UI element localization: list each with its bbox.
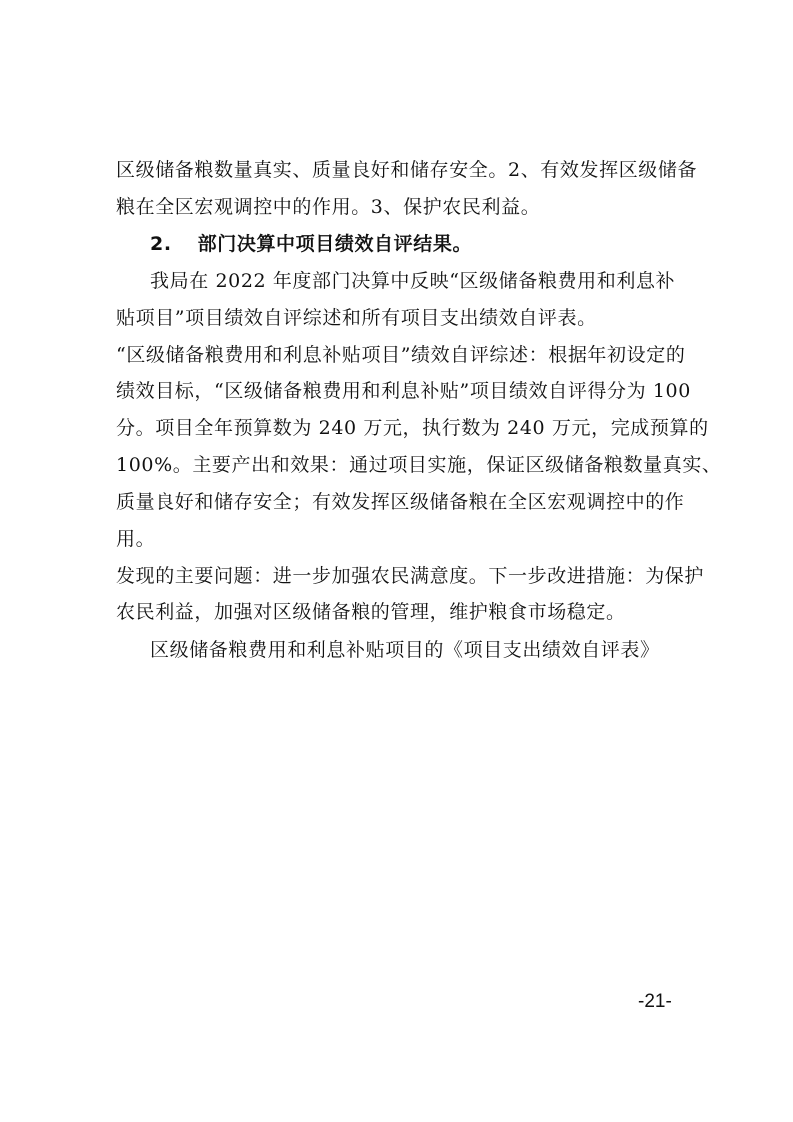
paragraph-line: 粮在全区宏观调控中的作用。3、保护农民利益。 xyxy=(116,196,541,218)
paragraph-line: 我局在 2022 年度部门决算中反映“区级储备粮费用和利息补 xyxy=(150,270,676,292)
paragraph-line: 贴项目”项目绩效自评综述和所有项目支出绩效自评表。 xyxy=(116,307,597,329)
paragraph-line: 区级储备粮数量真实、质量良好和储存安全。2、有效发挥区级储备 xyxy=(116,159,698,181)
section-heading-number: 2. xyxy=(150,233,172,255)
paragraph-line: 100%。主要产出和效果：通过项目实施，保证区级储备粮数量真实、 xyxy=(116,454,722,476)
paragraph-line: 绩效目标，“区级储备粮费用和利息补贴”项目绩效自评得分为 100 xyxy=(116,380,691,402)
paragraph-line: “区级储备粮费用和利息补贴项目”绩效自评综述：根据年初设定的 xyxy=(116,344,686,366)
paragraph-line: 用。 xyxy=(116,528,156,550)
section-heading xyxy=(150,232,472,256)
section-heading-text: 部门决算中项目绩效自评结果。 xyxy=(197,233,473,255)
paragraph-line: 区级储备粮费用和利息补贴项目的《项目支出绩效自评表》 xyxy=(150,639,660,661)
paragraph-line: 农民利益，加强对区级储备粮的管理，维护粮食市场稳定。 xyxy=(116,601,626,623)
paragraph-line: 发现的主要问题：进一步加强农民满意度。下一步改进措施：为保护 xyxy=(116,565,705,587)
page-number: -21- xyxy=(638,991,672,1012)
paragraph-line: 分。项目全年预算数为 240 万元，执行数为 240 万元，完成预算的 xyxy=(116,417,709,439)
paragraph-line: 质量良好和储存安全；有效发挥区级储备粮在全区宏观调控中的作 xyxy=(116,491,685,513)
